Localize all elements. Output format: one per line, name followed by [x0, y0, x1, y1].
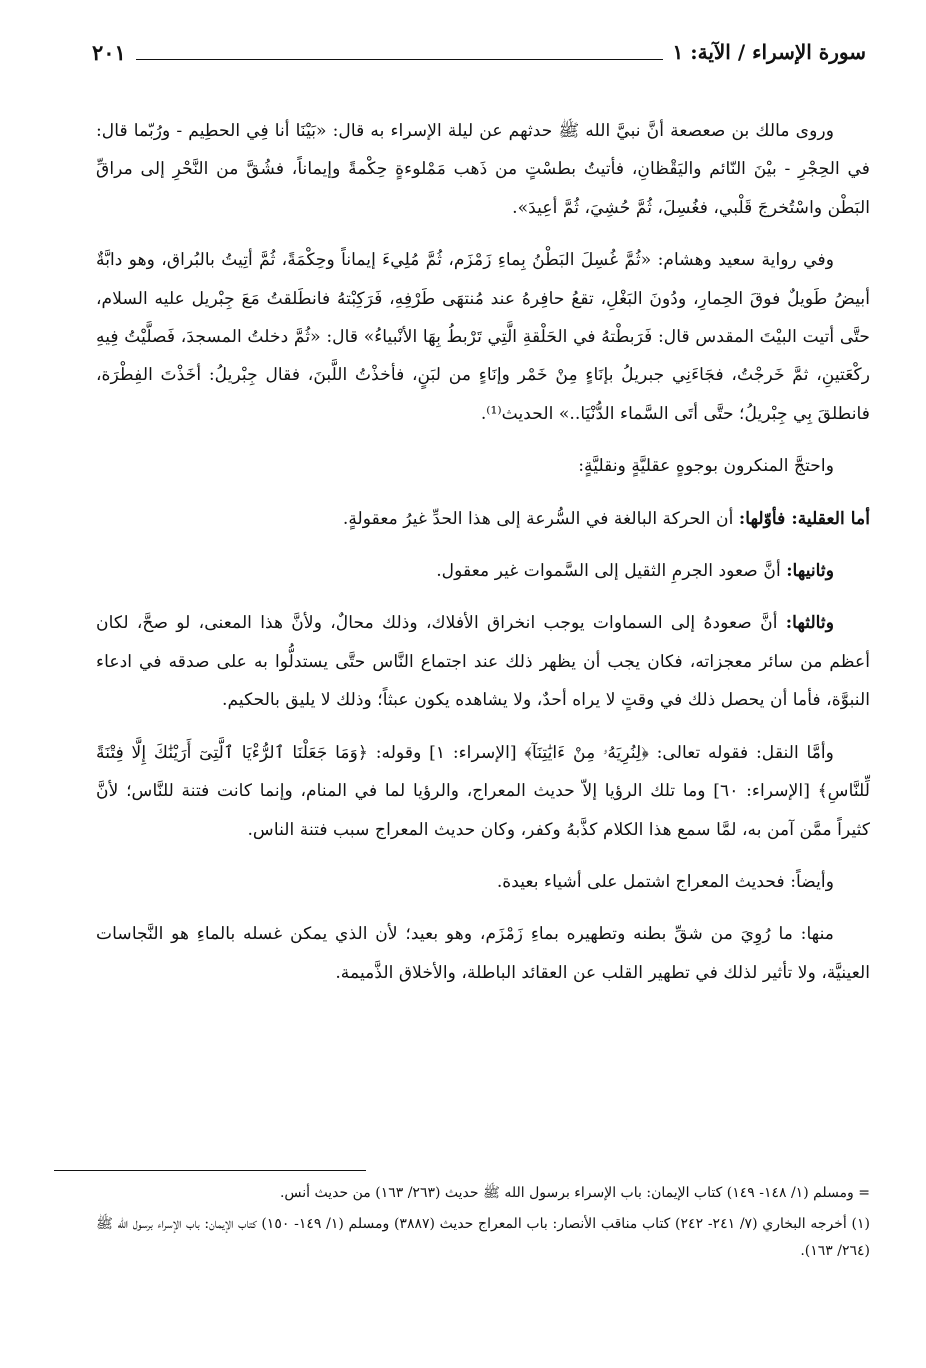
paragraph-text: وروى مالك بن صعصعة أنَّ نبيَّ الله ﷺ حدثهم عن ليلة الإسراء به قال: «بَيْنَا أنا فِي الحطِيم - ورُبّما قال: في الحِجْرِ - بيْنَ النّائم واليَقْظانِ، فأتيتُ بطسْتٍ من ذَهب مَمْلوءةٍ حِكْمةً وإيماناً، فشُقَّ من النَّحْرِ إلى مراقِّ البَطْن واسْتُخرجَ قَلْبي، فغُسِلَ، ثُمَّ حُشِيَ، ثُمَّ أعِيدَ».: [96, 121, 870, 218]
paragraph: [96, 552, 870, 590]
paragraph-lead: وثالثها:: [785, 613, 834, 634]
paragraph: [96, 112, 870, 227]
paragraph: [96, 604, 870, 719]
main-text: [96, 112, 870, 1006]
page-number: ٢٠١: [92, 39, 126, 65]
footnote: (١) أخرجه البخاري (٧/ ٢٤١- ٢٤٢) كتاب مناقب الأنصار: باب المعراج حديث (٣٨٨٧) ومسلم (١/ ١٤٩- ١٥٠) كتاب الإيمان: باب الإسراء برسول الله ﷺ (٢٦٤/ ١٦٣).: [96, 1216, 870, 1259]
paragraph: [96, 447, 870, 485]
paragraph-text: واحتجَّ المنكرون بوجوهٍ عقليَّةٍ ونقليَّةٍ:: [578, 456, 834, 477]
paragraph: [96, 500, 870, 538]
paragraph-lead: أما العقلية: فأوّلها:: [738, 508, 870, 529]
footnotes: [96, 1180, 870, 1269]
footnote: = ومسلم (١/ ١٤٨- ١٤٩) كتاب الإيمان: باب الإسراء برسول الله ﷺ حديث (٢٦٣/ ١٦٣) من حديث أنس.: [279, 1185, 870, 1201]
paragraph-text: منها: ما رُوِيَ من شقِّ بطنه وتطهيره بماءِ زَمْزَم، وهو بعيد؛ لأن الذي يمكن غسله بالماءِ هو النَّجاسات العينيَّة، ولا تأثير لذلك في تطهير القلب عن العقائد الباطلة، والأخلاق الذَّميمة.: [96, 924, 870, 983]
paragraph: [96, 241, 870, 433]
paragraph-text: وفي رواية سعيد وهشام: «ثُمَّ غُسِلَ البَطْنُ بِماءِ زَمْزَم، ثُمَّ مُلِيءَ إيماناً وحِكْمَةً، ثُمَّ أتِيتُ بالبُراق، وهو دابَّةٌ أبيضُ طَويلٌ فوقَ الحِمارِ، ودُونَ البَغْلِ، تقعُ حافِرهُ عند مُنتهَى طَرْفِهِ، فَرَكِبْتهُ فانطَلقتُ مَعَ جِبْريل عليه السلام، حتَّى أتيت البيْتَ المقدس قال: فَرَبطْتهُ في الحَلْقةِ الَّتِي تَرْبطُ بِهَا الأنْبياءُ» قال: «ثُمَّ دخلتُ المسجدَ، فَصلَّيْتُ فِيهِ ركْعَتينِ، ثمَّ خَرجْتُ، فجَاءَنِي جبريلُ بإنَاءٍ مِنْ خَمْر وإنَاءٍ من لبَنٍ، فأخذْتُ اللَّبنَ، فقال جِبْريلُ: أخَذْتَ الفِطْرَة، فانطلقَ بِي جِبْريلُ؛ حتَّى أتَى السَّماء الدُّنْيَا..» الحديث⁽¹⁾.: [96, 250, 870, 424]
paragraph-text: أن الحركة البالغة في السُّرعة إلى هذا الحدِّ غيرُ معقولةٍ.: [342, 508, 739, 529]
running-header: [92, 30, 866, 74]
paragraph-lead: وثانيها:: [786, 561, 834, 582]
footnote-divider: [54, 1170, 366, 1171]
paragraph: [96, 734, 870, 849]
paragraph-text: وأيضاً: فحديث المعراج اشتمل على أشياء بعيدة.: [496, 871, 834, 892]
paragraph-text: وأمَّا النقل: فقوله تعالى: ﴿لِنُرِيَهُۥ مِنْ ءَايَٰتِنَآ﴾ [الإسراء: ١] وقوله: ﴿وَمَا جَعَلْنَا ٱلرُّءْيَا ٱلَّتِىٓ أَرَيْنَٰكَ إِلَّا فِتْنَةً لِّلنَّاسِ﴾ [الإسراء: ٦٠] وما تلك الرؤيا إلاّ حديث المعراج، والرؤيا لما في المنام، وإنما كانت فتنة للنَّاس؛ لأنَّ كثيراً ممَّن آمن به، لمَّا سمع هذا الكلام كذَّبهُ وكفر، وكان حديث المعراج سبب فتنة الناس.: [96, 742, 870, 840]
chapter-title: سورة الإسراء / الآية: ١: [672, 40, 866, 64]
paragraph: [96, 863, 870, 901]
header-rule: [136, 59, 663, 60]
paragraph: [96, 915, 870, 992]
paragraph-text: أنَّ صعود الجرمِ الثقيل إلى السَّموات غير معقول.: [436, 561, 787, 582]
paragraph-text: أنَّ صعودهُ إلى السماوات يوجب انخراق الأفلاك، وذلك محالٌ، ولأنَّ هذا المعنى، لو صحَّ، لكان أعظم من سائر معجزاته، فكان يجب أن يظهر ذلك عند اجتماع النَّاس حتَّى يستدلُّوا به على صدقه في ادعاء النبوَّة، فأما أن يحصل ذلك في وقتٍ لا يراه أحدٌ، ولا يشاهده يكون عبثاً؛ وذلك لا يليق بالحكيم.: [96, 613, 870, 711]
